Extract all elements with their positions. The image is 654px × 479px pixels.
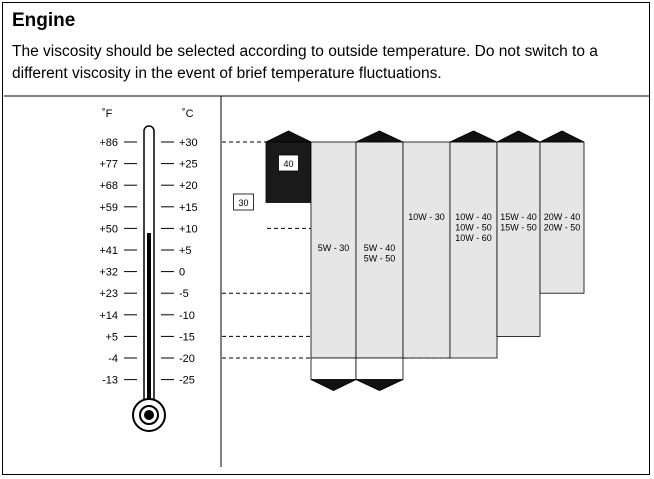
- grade-label: 5W - 40 5W - 50: [363, 243, 396, 264]
- fahrenheit-label: +86: [99, 137, 118, 149]
- thermometer-mercury: [147, 233, 151, 411]
- grade-label: 40: [283, 159, 294, 169]
- celsius-label: -10: [179, 309, 195, 322]
- viscosity-bar: [356, 131, 403, 391]
- celsius-label: +25: [179, 158, 198, 171]
- celsius-label: +5: [179, 245, 192, 257]
- grade-label: 15W - 40 15W - 50: [500, 212, 537, 233]
- thermometer-bulb-core: [144, 410, 154, 420]
- viscosity-bar: [266, 131, 311, 202]
- thermometer: [99, 108, 197, 431]
- viscosity-range: [266, 142, 311, 202]
- celsius-label: +30: [179, 137, 198, 149]
- fahrenheit-label: +32: [99, 266, 118, 279]
- viscosity-bars: [234, 131, 585, 391]
- viscosity-bar: [403, 142, 450, 358]
- grade-label: 10W - 40 10W - 50 10W - 60: [455, 212, 492, 243]
- arrow-up: [540, 131, 584, 142]
- grade-label: 10W - 30: [408, 212, 445, 222]
- celsius-label: +15: [179, 201, 198, 214]
- viscosity-bar: [311, 142, 356, 391]
- celsius-label: -5: [179, 288, 189, 301]
- fahrenheit-label: +59: [99, 201, 118, 214]
- viscosity-bar: [540, 131, 584, 293]
- viscosity-range: [403, 142, 450, 358]
- section-description: The viscosity should be selected according to outside temperature. Do not switch to a different viscosity in the event of brief temperature fluctuations.: [12, 43, 598, 82]
- celsius-label: -15: [179, 331, 195, 344]
- fahrenheit-label: +5: [105, 331, 118, 344]
- arrow-down: [311, 380, 356, 391]
- section-title: Engine: [12, 10, 76, 31]
- celsius-label: 0: [179, 266, 186, 279]
- viscosity-range: [497, 142, 540, 336]
- viscosity-bar: [450, 131, 497, 358]
- celsius-label: +20: [179, 180, 198, 193]
- grade-label: 5W - 30: [317, 243, 350, 253]
- arrow-up: [497, 131, 540, 142]
- viscosity-range: [450, 142, 497, 358]
- arrow-up: [450, 131, 497, 142]
- viscosity-range-extension: [356, 358, 403, 380]
- fahrenheit-label: +50: [99, 223, 118, 236]
- celsius-label: +10: [179, 223, 198, 236]
- fahrenheit-label: +68: [99, 180, 118, 193]
- grade-label: 30: [238, 198, 249, 208]
- celsius-label: -20: [179, 353, 195, 365]
- arrow-down: [356, 380, 403, 391]
- celsius-unit: ˚C: [182, 108, 194, 120]
- arrow-up: [266, 131, 311, 142]
- fahrenheit-label: +23: [99, 288, 118, 301]
- fahrenheit-label: +14: [99, 309, 118, 322]
- fahrenheit-label: -13: [102, 374, 118, 387]
- fahrenheit-unit: ˚F: [102, 108, 113, 120]
- grade-label: 20W - 40 20W - 50: [543, 212, 581, 233]
- fahrenheit-label: -4: [108, 353, 118, 365]
- arrow-up: [356, 131, 403, 142]
- viscosity-range-extension: [311, 358, 356, 380]
- viscosity-bar: [497, 131, 540, 336]
- fahrenheit-label: +41: [99, 245, 118, 257]
- fahrenheit-label: +77: [99, 158, 118, 171]
- viscosity-bar: [234, 194, 254, 210]
- celsius-label: -25: [179, 374, 195, 387]
